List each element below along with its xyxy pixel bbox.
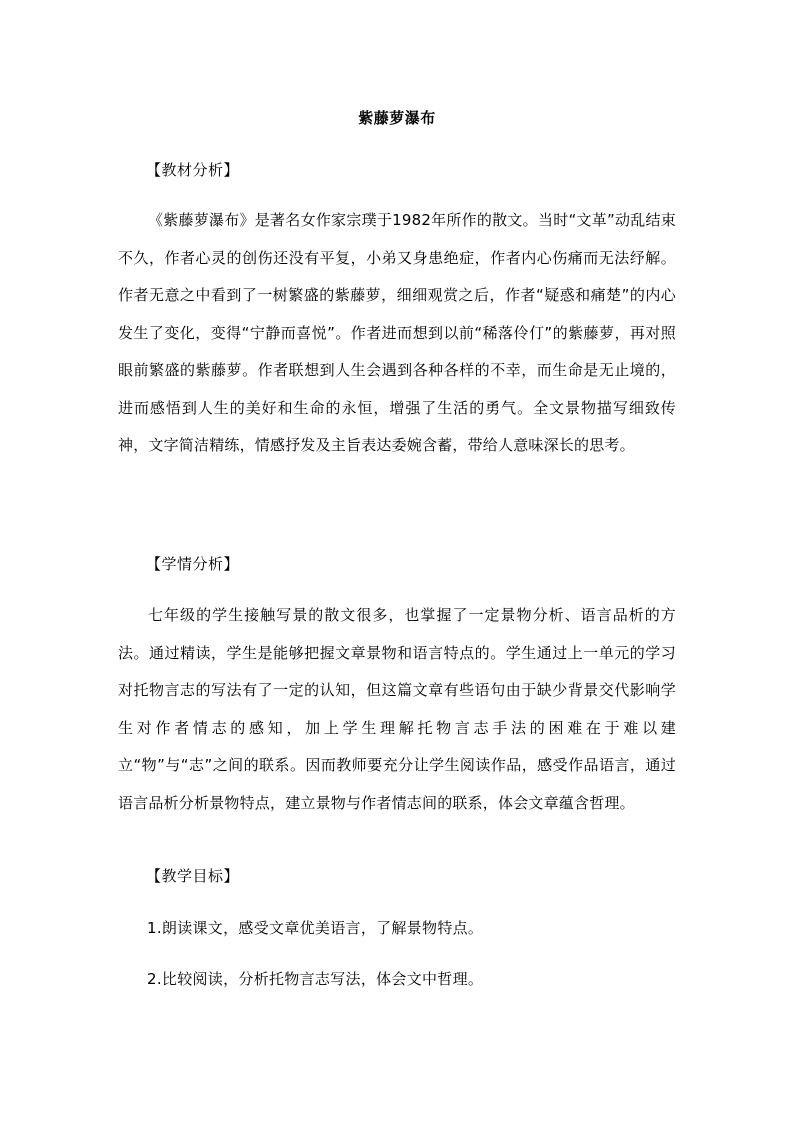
section-paragraph-student-analysis: 七年级的学生接触写景的散文很多，也掌握了一定景物分析、语言品析的方法。通过精读，学生是能够把握文章景物和语言特点的。学生通过上一单元的学习对托物言志的写法有了一定的认知，但这篇文章有些语句由于缺少背景交代影响学生对作者情志的感知，加上学生理解托物言志手法的困难在于难以建立“物”与“志”之间的联系。因而教师要充分让学生阅读作品，感受作品语言，通过语言品析分析景物特点，建立景物与作者情志间的联系，体会文章蕴含哲理。 (118, 606, 676, 812)
teaching-goal-item: 2.比较阅读，分析托物言志写法，体会文中哲理。 (147, 970, 484, 988)
document-title: 紫藤萝瀑布 (358, 109, 436, 127)
section-paragraph-textbook-analysis: 《紫藤萝瀑布》是著名女作家宗璞于1982年所作的散文。当时“文革”动乱结束不久，作者心灵的创伤还没有平复，小弟又身患绝症，作者内心伤痛而无法纾解。作者无意之中看到了一树繁盛的紫藤萝，细细观赏之后，作者“疑惑和痛楚”的内心发生了变化，变得“宁静而喜悦”。作者进而想到以前“稀落伶仃”的紫藤萝，再对照眼前繁盛的紫藤萝。作者联想到人生会遇到各种各样的不幸，而生命是无止境的，进而感悟到人生的美好和生命的永恒，增强了生活的勇气。全文景物描写细致传神，文字简洁精练，情感抒发及主旨表达委婉含蓄，带给人意味深长的思考。 (118, 211, 676, 454)
section-heading-teaching-goals: 【教学目标】 (146, 867, 240, 885)
section-heading-textbook-analysis: 【教材分析】 (146, 161, 240, 179)
section-heading-student-analysis: 【学情分析】 (146, 555, 240, 573)
teaching-goal-item: 1.朗读课文，感受文章优美语言，了解景物特点。 (147, 919, 484, 937)
